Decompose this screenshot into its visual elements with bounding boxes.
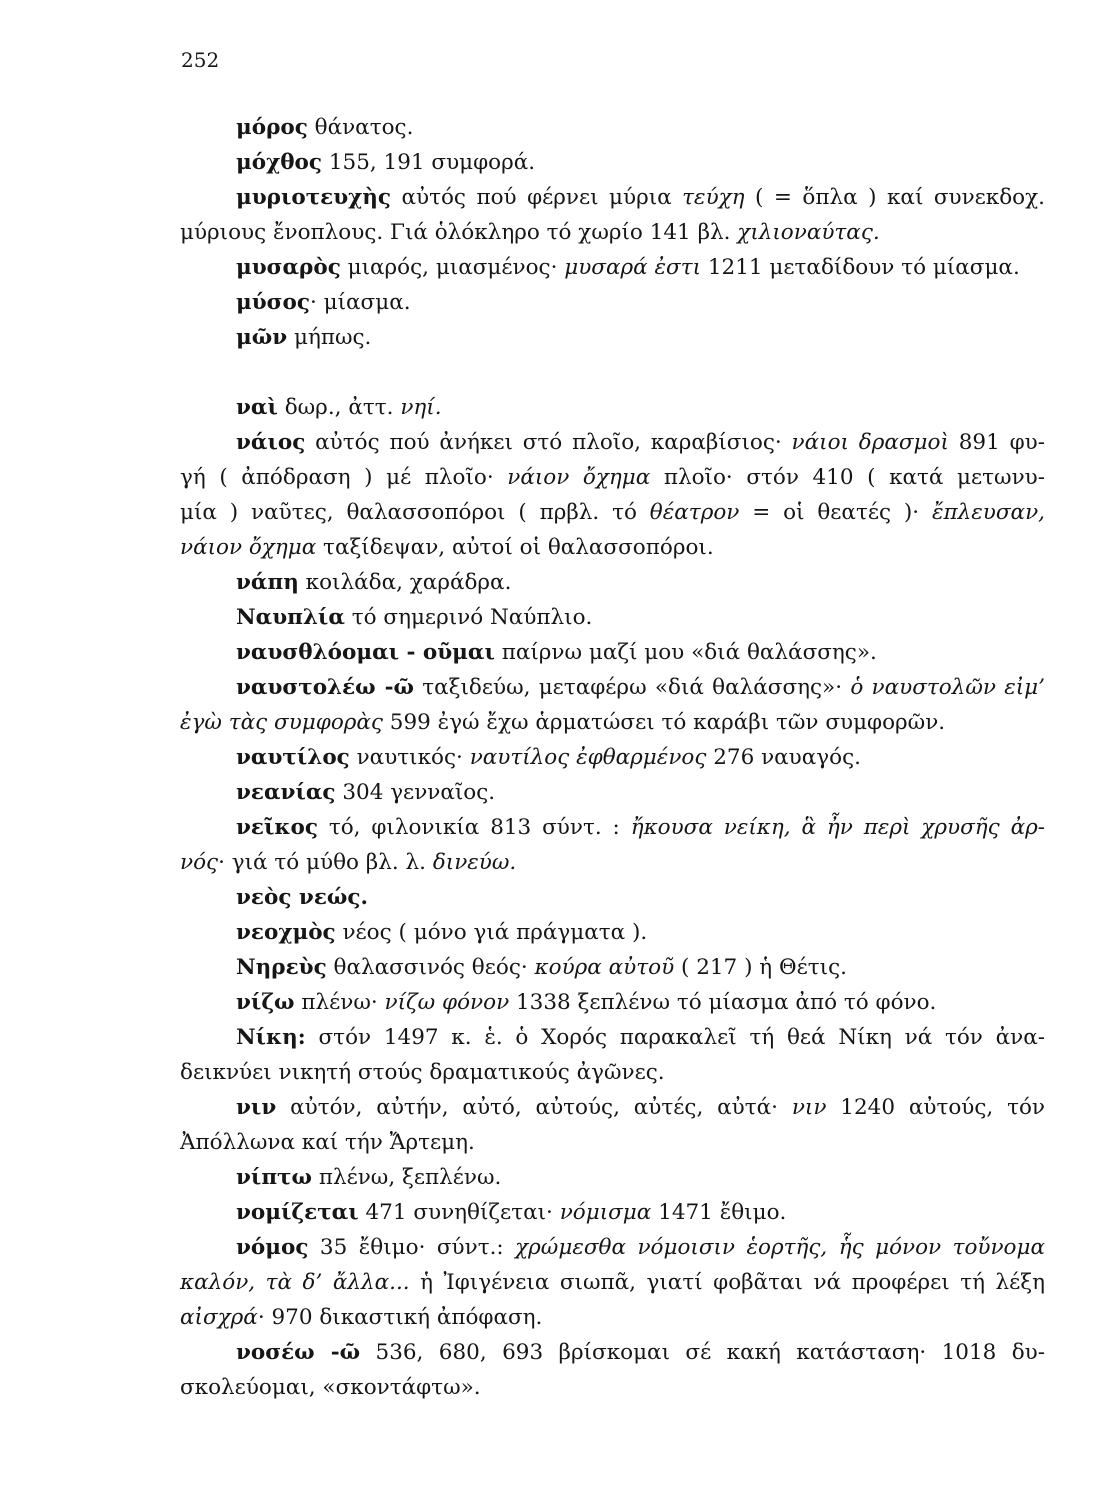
gloss-text: μιαρός, μιασμένος· bbox=[340, 255, 565, 280]
gloss-text: ( 217 ) ἡ Θέτις. bbox=[674, 955, 847, 980]
headword: μόχθος bbox=[236, 150, 322, 175]
headword: Νηρεὺς bbox=[236, 955, 327, 980]
entry-line bbox=[180, 1195, 1045, 1230]
entry-line bbox=[180, 915, 1045, 950]
gloss-text: πλένω· bbox=[294, 990, 385, 1015]
headword: νάπη bbox=[236, 570, 299, 595]
gloss-text: ταξιδεύω, μεταφέρω «διά θαλάσσης»· bbox=[413, 675, 851, 700]
glossary-entry bbox=[180, 320, 1045, 355]
headword: νεοχμὸς bbox=[236, 920, 336, 945]
gloss-text: 471 συνηθίζεται· bbox=[358, 1200, 560, 1225]
entry-line bbox=[180, 1300, 1045, 1335]
page-number: 252 bbox=[181, 48, 220, 72]
entry-line bbox=[180, 180, 1045, 215]
entry-line bbox=[180, 1160, 1045, 1195]
gloss-text: 1338 ξεπλένω τό μίασμα ἀπό τό φόνο. bbox=[509, 990, 937, 1015]
gloss-text: αὐτός πού ἀνήκει στό πλοῖο, καραβίσιος· bbox=[305, 430, 792, 455]
gloss-text: 599 ἐγώ ἔχω ἁρματώσει τό καράβι τῶν συμφορῶν. bbox=[382, 710, 946, 735]
italic-citation: ἤκουσα νείκη, ἃ ἦν περὶ χρυσῆς ἀρ- bbox=[630, 815, 1045, 840]
gloss-text: τό, φιλονικία 813 σύντ. : bbox=[317, 815, 631, 840]
glossary-entry bbox=[180, 110, 1045, 145]
headword: ναυσθλόομαι - οῦμαι bbox=[236, 640, 495, 665]
entry-line bbox=[180, 670, 1045, 705]
entry-line bbox=[180, 1335, 1045, 1370]
gloss-text: δωρ., ἀττ. bbox=[277, 395, 401, 420]
gloss-text: πλοῖο· στόν 410 ( κατά μετωνυ- bbox=[650, 465, 1045, 490]
glossary-entry bbox=[180, 565, 1045, 600]
entry-line bbox=[180, 460, 1045, 495]
entry-line bbox=[180, 985, 1045, 1020]
entry-line bbox=[180, 810, 1045, 845]
gloss-text: ( = ὅπλα ) καί συνεκδοχ. bbox=[744, 185, 1045, 210]
gloss-text: μύριους ἔνοπλους. Γιά ὁλόκληρο τό χωρίο 141 βλ. bbox=[180, 220, 738, 245]
headword: νεανίας bbox=[236, 780, 336, 805]
glossary-entry bbox=[180, 1160, 1045, 1195]
glossary-entry bbox=[180, 285, 1045, 320]
entry-line bbox=[180, 950, 1045, 985]
glossary-entry bbox=[180, 390, 1045, 425]
headword: ναυτίλος bbox=[236, 745, 350, 770]
glossary-entry bbox=[180, 810, 1045, 880]
glossary-entry bbox=[180, 425, 1045, 565]
gloss-text: ἡ Ἰφιγένεια σιωπᾶ, γιατί φοβᾶται νά προφέρει τή λέξη bbox=[409, 1270, 1045, 1295]
italic-citation: νιν bbox=[791, 1095, 827, 1120]
italic-citation: ἐγὼ τὰς συμφορὰς bbox=[180, 710, 383, 735]
gloss-text: 891 φυ- bbox=[948, 430, 1045, 455]
headword: Νίκη: bbox=[236, 1025, 306, 1050]
glossary bbox=[180, 110, 1045, 1405]
gloss-text: κοιλάδα, χαράδρα. bbox=[298, 570, 512, 595]
headword: νεὸς νεώς. bbox=[236, 885, 368, 910]
glossary-entry bbox=[180, 1335, 1045, 1405]
gloss-text: μία ) ναῦτες, θαλασσοπόροι ( πρβλ. τό bbox=[180, 500, 650, 525]
headword: μυσαρὸς bbox=[236, 255, 341, 280]
entry-line bbox=[180, 1090, 1045, 1125]
italic-citation: νόμισμα bbox=[559, 1200, 652, 1225]
glossary-entry bbox=[180, 740, 1045, 775]
gloss-text: αὐτός πού φέρνει μύρια bbox=[391, 185, 683, 210]
entry-line bbox=[180, 1020, 1045, 1055]
italic-citation: νίζω φόνον bbox=[384, 990, 510, 1015]
entry-line bbox=[180, 1230, 1045, 1265]
gloss-text: θαλασσινός θεός· bbox=[326, 955, 535, 980]
gloss-text: · 970 δικαστική ἀπόφαση. bbox=[257, 1305, 543, 1330]
glossary-entry bbox=[180, 1020, 1045, 1090]
glossary-entry bbox=[180, 250, 1045, 285]
headword: μυριοτευχὴς bbox=[236, 185, 392, 210]
glossary-entry bbox=[180, 985, 1045, 1020]
entry-line bbox=[180, 215, 1045, 250]
glossary-entry bbox=[180, 775, 1045, 810]
gloss-text: νέος ( μόνο γιά πράγματα ). bbox=[335, 920, 648, 945]
entry-line bbox=[180, 495, 1045, 530]
headword: νάιος bbox=[236, 430, 306, 455]
italic-citation: νάιοι δρασμοὶ bbox=[791, 430, 949, 455]
gloss-text: παίρνω μαζί μου «διά θαλάσσης». bbox=[494, 640, 877, 665]
entry-line bbox=[180, 320, 1045, 355]
gloss-text: 1240 αὐτούς, τόν bbox=[826, 1095, 1045, 1120]
italic-citation: χιλιοναύτας. bbox=[737, 220, 880, 245]
headword: νίπτω bbox=[236, 1165, 312, 1190]
entry-line bbox=[180, 285, 1045, 320]
italic-citation: ἔπλευσαν, bbox=[931, 500, 1045, 525]
gloss-text: 35 ἔθιμο· σύντ.: bbox=[308, 1235, 516, 1260]
gloss-text: 1211 μεταδίδουν τό μίασμα. bbox=[701, 255, 1020, 280]
gloss-text: 1471 ἔθιμο. bbox=[651, 1200, 787, 1225]
italic-citation: τεύχη bbox=[682, 185, 745, 210]
gloss-text: · γιά τό μύθο βλ. λ. bbox=[218, 850, 433, 875]
italic-citation: αἰσχρά bbox=[180, 1305, 258, 1330]
headword: μύσος bbox=[236, 290, 310, 315]
glossary-entry bbox=[180, 635, 1045, 670]
gloss-text: 276 ναυαγός. bbox=[706, 745, 861, 770]
headword: ναυστολέω -ῶ bbox=[236, 675, 414, 700]
headword: νιν bbox=[236, 1095, 277, 1120]
entry-line bbox=[180, 425, 1045, 460]
glossary-entry bbox=[180, 915, 1045, 950]
gloss-text: · μίασμα. bbox=[309, 290, 411, 315]
glossary-entry bbox=[180, 600, 1045, 635]
gloss-text: στόν 1497 κ. ἑ. ὁ Χορός παρακαλεῖ τή θεά Νίκη νά τόν ἀνα- bbox=[305, 1025, 1045, 1050]
gloss-text: δεικνύει νικητή στούς δραματικούς ἀγῶνες. bbox=[180, 1060, 665, 1085]
entry-line bbox=[180, 110, 1045, 145]
gloss-text: τό σημερινό Ναύπλιο. bbox=[344, 605, 593, 630]
italic-citation: ὁ ναυστολῶν εἰμ’ bbox=[850, 675, 1045, 700]
entry-line bbox=[180, 880, 1045, 915]
gloss-text: 536, 680, 693 βρίσκομαι σέ κακή κατάσταση· 1018 δυ- bbox=[360, 1340, 1045, 1365]
gloss-text: πλένω, ξεπλένω. bbox=[312, 1165, 502, 1190]
headword: νοσέω -ῶ bbox=[236, 1340, 361, 1365]
headword: νεῖκος bbox=[236, 815, 318, 840]
entry-line bbox=[180, 250, 1045, 285]
glossary-entry bbox=[180, 180, 1045, 250]
italic-citation: χρώμεσθα νόμοισιν ἑορτῆς, ἧς μόνον τοὔνομα bbox=[515, 1235, 1045, 1260]
gloss-text: ταξίδεψαν, αὐτοί οἱ θαλασσοπόροι. bbox=[316, 535, 714, 560]
headword: ναὶ bbox=[236, 395, 278, 420]
headword: Ναυπλία bbox=[236, 605, 345, 630]
letter-section bbox=[180, 390, 1045, 1405]
gloss-text: γή ( ἀπόδραση ) μέ πλοῖο· bbox=[180, 465, 508, 490]
gloss-text: 155, 191 συμφορά. bbox=[322, 150, 536, 175]
glossary-entry bbox=[180, 1090, 1045, 1160]
glossary-entry bbox=[180, 1230, 1045, 1335]
gloss-text: αὐτόν, αὐτήν, αὐτό, αὐτούς, αὐτές, αὐτά· bbox=[276, 1095, 792, 1120]
gloss-text: θάνατος. bbox=[307, 115, 414, 140]
italic-citation: κούρα αὐτοῦ bbox=[534, 955, 675, 980]
gloss-text: Ἀπόλλωνα καί τήν Ἄρτεμη. bbox=[180, 1130, 475, 1155]
entry-line bbox=[180, 600, 1045, 635]
entry-line bbox=[180, 530, 1045, 565]
entry-line bbox=[180, 145, 1045, 180]
headword: μῶν bbox=[236, 325, 288, 350]
entry-line bbox=[180, 705, 1045, 740]
entry-line bbox=[180, 1370, 1045, 1405]
entry-line bbox=[180, 390, 1045, 425]
italic-citation: δινεύω. bbox=[432, 850, 517, 875]
entry-line bbox=[180, 1265, 1045, 1300]
italic-citation: θέατρον bbox=[649, 500, 740, 525]
gloss-text: ναυτικός· bbox=[349, 745, 470, 770]
italic-citation: νάιον ὄχημα bbox=[507, 465, 651, 490]
entry-line bbox=[180, 635, 1045, 670]
glossary-entry bbox=[180, 950, 1045, 985]
italic-citation: νηί. bbox=[400, 395, 442, 420]
gloss-text: μήπως. bbox=[287, 325, 372, 350]
italic-citation: νάιον ὄχημα bbox=[180, 535, 317, 560]
entry-line bbox=[180, 1125, 1045, 1160]
headword: νίζω bbox=[236, 990, 295, 1015]
glossary-entry bbox=[180, 145, 1045, 180]
gloss-text: σκολεύομαι, «σκοντάφτω». bbox=[180, 1375, 481, 1400]
italic-citation: ναυτίλος ἐφθαρμένος bbox=[469, 745, 707, 770]
italic-citation: μυσαρά ἐστι bbox=[564, 255, 702, 280]
entry-line bbox=[180, 845, 1045, 880]
italic-citation: νός bbox=[180, 850, 219, 875]
headword: νομίζεται bbox=[236, 1200, 359, 1225]
entry-line bbox=[180, 1055, 1045, 1090]
glossary-entry bbox=[180, 1195, 1045, 1230]
entry-line bbox=[180, 565, 1045, 600]
italic-citation: καλόν, τὰ δ’ ἄλλα... bbox=[180, 1270, 410, 1295]
gloss-text: = οἱ θεατές )· bbox=[739, 500, 932, 525]
headword: μόρος bbox=[236, 115, 308, 140]
entry-line bbox=[180, 775, 1045, 810]
letter-section bbox=[180, 110, 1045, 355]
gloss-text: 304 γενναῖος. bbox=[335, 780, 496, 805]
entry-line bbox=[180, 740, 1045, 775]
glossary-entry bbox=[180, 880, 1045, 915]
headword: νόμος bbox=[236, 1235, 309, 1260]
glossary-entry bbox=[180, 670, 1045, 740]
